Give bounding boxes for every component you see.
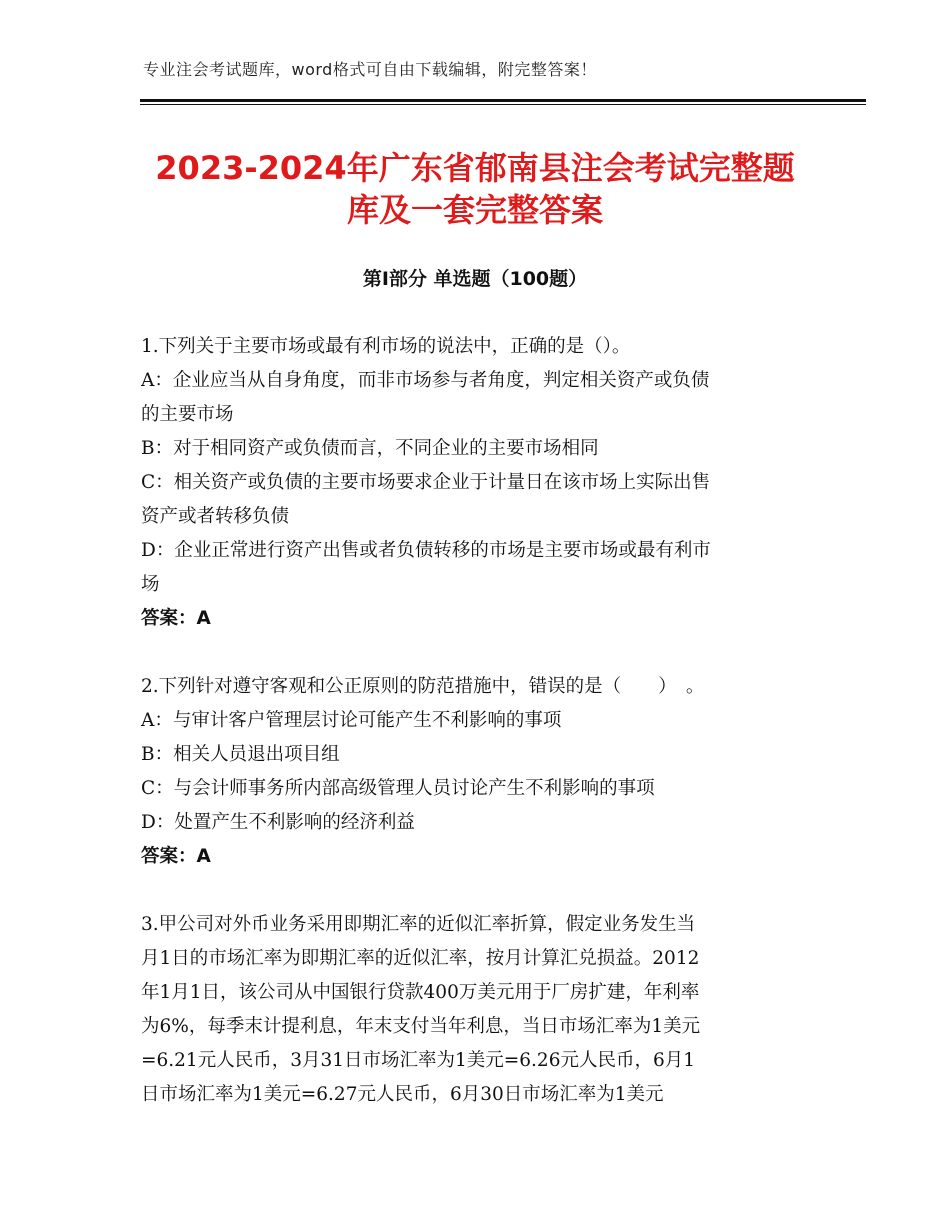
question-line: 为6%，每季末计提利息，年末支付当年利息，当日市场汇率为1美元: [141, 1016, 701, 1037]
header-note: 专业注会考试题库，word格式可自由下载编辑，附完整答案！: [143, 60, 597, 79]
question-line: 资产或者转移负债: [141, 506, 290, 527]
question-line: 年1月1日，该公司从中国银行贷款400万美元用于厂房扩建，年利率: [141, 982, 700, 1003]
question-line: C：与会计师事务所内部高级管理人员讨论产生不利影响的事项: [141, 778, 655, 799]
question-stem: 2.下列针对遵守客观和公正原则的防范措施中，错误的是（ ） 。: [141, 676, 705, 697]
title-line-2: 库及一套完整答案: [346, 191, 603, 229]
question-block: [141, 670, 821, 874]
question-line: A：企业应当从自身角度，而非市场参与者角度，判定相关资产或负债: [141, 370, 710, 391]
question-line: A：与审计客户管理层讨论可能产生不利影响的事项: [141, 710, 562, 731]
question-block: [141, 330, 821, 636]
question-line: =6.21元人民币，3月31日市场汇率为1美元=6.26元人民币，6月1: [141, 1050, 696, 1071]
question-stem: 1.下列关于主要市场或最有利市场的说法中，正确的是（）。: [141, 336, 631, 357]
header-rule-thin: [140, 104, 866, 105]
answer-line: 答案：A: [141, 608, 211, 629]
questions-list: [141, 330, 821, 1112]
question-stem: 3.甲公司对外币业务采用即期汇率的近似汇率折算，假定业务发生当: [141, 914, 696, 935]
question-line: C：相关资产或负债的主要市场要求企业于计量日在该市场上实际出售: [141, 472, 711, 493]
question-line: 场: [141, 574, 160, 595]
question-line: 月1日的市场汇率为即期汇率的近似汇率，按月计算汇兑损益。2012: [141, 948, 700, 969]
question-spacer: [141, 636, 821, 670]
answer-line: 答案：A: [141, 846, 211, 867]
question-line: 的主要市场: [141, 404, 234, 425]
question-line: D：企业正常进行资产出售或者负债转移的市场是主要市场或最有利市: [141, 540, 711, 561]
question-line: 日市场汇率为1美元=6.27元人民币，6月30日市场汇率为1美元: [141, 1084, 664, 1105]
question-line: D：处置产生不利影响的经济利益: [141, 812, 415, 833]
header-rule-thick: [140, 99, 866, 102]
title-line-1: 2023-2024年广东省郁南县注会考试完整题: [155, 149, 795, 187]
section-title: 第Ⅰ部分 单选题（100题）: [362, 268, 588, 290]
question-line: B：对于相同资产或负债而言，不同企业的主要市场相同: [141, 438, 599, 459]
question-spacer: [141, 874, 821, 908]
question-line: B：相关人员退出项目组: [141, 744, 340, 765]
question-block: [141, 908, 821, 1112]
document-title: [100, 147, 850, 231]
